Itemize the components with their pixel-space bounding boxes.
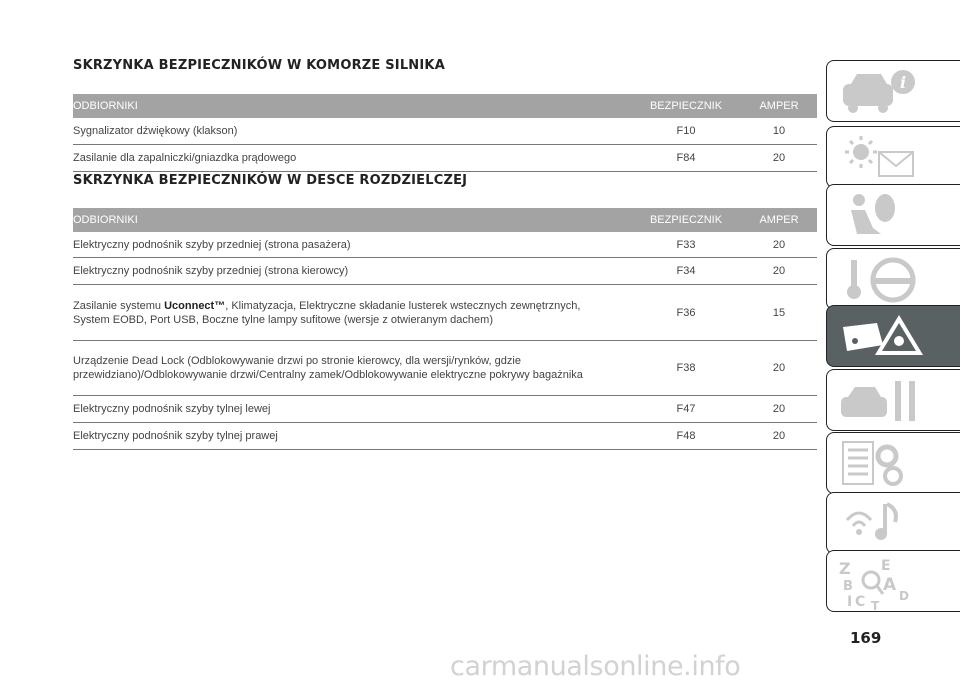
row-fuse: F34 <box>676 265 696 277</box>
row-amper: 20 <box>772 430 786 442</box>
row-fuse: F36 <box>676 306 696 319</box>
row-amper: 10 <box>772 125 786 137</box>
row-fuse: F84 <box>676 152 696 164</box>
tab-index[interactable] <box>826 550 960 612</box>
row-amper: 20 <box>772 362 786 374</box>
table-header <box>73 94 817 118</box>
warning-lights-message-icon <box>837 130 937 186</box>
header-amper: AMPER <box>759 100 799 112</box>
row-fuse: F48 <box>676 430 696 442</box>
index-letter: T <box>871 599 880 610</box>
tab-safety[interactable] <box>826 184 960 246</box>
row-description-start: Zasilanie systemu <box>73 299 165 312</box>
table-row <box>73 118 817 145</box>
header-fuse: BEZPIECZNIK <box>649 214 723 226</box>
header-fuse: BEZPIECZNIK <box>649 100 723 112</box>
car-maintenance-tools-icon <box>837 373 937 429</box>
section-title-engine-fuse-box: SKRZYNKA BEZPIECZNIKÓW W KOMORZE SILNIKA <box>73 58 445 73</box>
index-letter: A <box>883 575 897 595</box>
tab-warning-lights[interactable] <box>826 126 960 188</box>
row-description: Zasilanie dla zapalniczki/gniazdka prądowego <box>73 152 297 164</box>
row-amper: 20 <box>772 238 786 251</box>
tab-maintenance[interactable] <box>826 369 960 431</box>
row-description: Sygnalizator dźwiękowy (klakson) <box>73 125 238 137</box>
row-description: Elektryczny podnośnik szyby tylnej prawej <box>73 430 278 442</box>
tab-specifications[interactable] <box>826 432 960 494</box>
table-row <box>73 423 817 450</box>
row-fuse: F10 <box>676 125 696 137</box>
watermark: carmanualsonline.info <box>450 651 741 682</box>
row-description <box>73 299 631 327</box>
row-amper: 20 <box>772 152 786 164</box>
section-title-dashboard-fuse-box: SKRZYNKA BEZPIECZNIKÓW W DESCE ROZDZIELCZEJ <box>73 173 468 188</box>
tab-multimedia[interactable] <box>826 492 960 554</box>
table-row <box>73 145 817 172</box>
page-number: 169 <box>850 629 882 647</box>
index-letter: D <box>899 589 909 603</box>
car-breakdown-warning-icon <box>837 309 937 365</box>
index-letter: Z <box>839 559 851 578</box>
row-description: Elektryczny podnośnik szyby tylnej lewej <box>73 403 271 415</box>
tab-emergency[interactable] <box>826 305 960 367</box>
row-amper: 20 <box>772 265 786 277</box>
header-receivers: ODBIORNIKI <box>73 100 138 112</box>
alphabetical-index-icon <box>837 554 937 610</box>
specifications-gears-icon <box>837 436 937 492</box>
index-letter: E <box>881 558 891 574</box>
uconnect-brand: Uconnect™ <box>164 299 226 312</box>
svg-text:i: i <box>900 73 907 92</box>
row-fuse: F33 <box>676 238 696 251</box>
header-receivers: ODBIORNIKI <box>73 214 138 226</box>
table-row <box>73 396 817 423</box>
row-amper: 15 <box>772 306 786 319</box>
table-header <box>73 208 817 232</box>
tab-car-info[interactable] <box>826 60 960 122</box>
index-letter: I <box>847 594 853 610</box>
table-row <box>73 341 817 396</box>
tab-starting-driving[interactable] <box>826 248 960 310</box>
row-fuse: F47 <box>676 403 696 415</box>
row-amper: 20 <box>772 403 786 415</box>
index-letter: B <box>843 579 853 594</box>
header-amper: AMPER <box>759 214 799 226</box>
row-description: Urządzenie Dead Lock (Odblokowywanie drzwi po stronie kierowcy, dla wersji/rynków, gdzie przewidziano)/Odblokowywanie drzwi/Centralny zamek/Odblokowywanie elektryczne pokrywy bagażnika <box>73 355 583 381</box>
table-row <box>73 232 817 258</box>
key-steering-wheel-icon <box>837 252 937 308</box>
table-row <box>73 285 817 341</box>
multimedia-music-icon <box>837 496 937 552</box>
index-letter: C <box>855 594 866 610</box>
row-fuse: F38 <box>676 362 696 374</box>
table-row <box>73 258 817 285</box>
row-description: Elektryczny podnośnik szyby przedniej (strona kierowcy) <box>73 265 349 277</box>
airbag-seat-icon <box>837 188 937 244</box>
row-description: Elektryczny podnośnik szyby przedniej (strona pasażera) <box>73 238 351 251</box>
car-info-icon <box>837 64 937 120</box>
row-description-end: , Klimatyzacja, Elektryczne składanie lusterek wstecznych zewnętrznych, System EOBD, Port USB, Boczne tylne lampy sufitowe (wersje z otwieranym dachem) <box>73 299 581 326</box>
